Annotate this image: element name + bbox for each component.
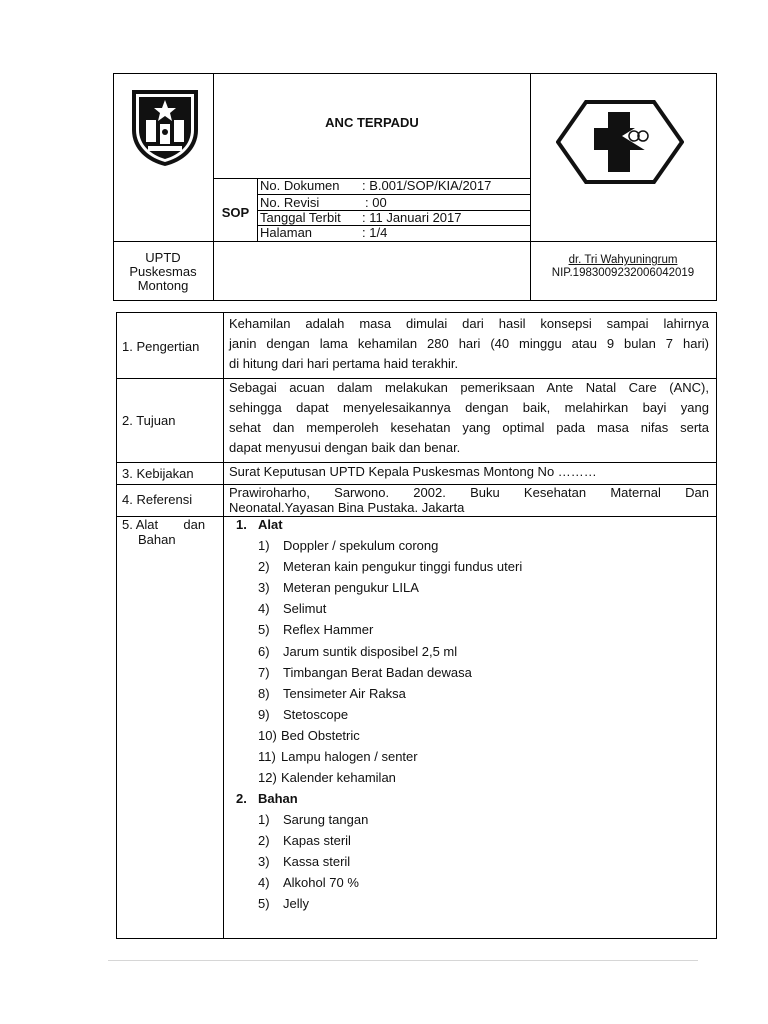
alat-item-number: 7) <box>258 664 270 680</box>
referensi-line: Prawiroharho, Sarwono. 2002. Buku Kesehatan Maternal Dan <box>229 485 709 500</box>
org-line-uptd: UPTD <box>145 250 181 265</box>
kebijakan-label: 3. Kebijakan <box>122 466 194 481</box>
doc-number-value: : B.001/SOP/KIA/2017 <box>362 178 492 193</box>
alat-item-text: Kalender kehamilan <box>281 770 396 786</box>
pengertian-line: di hitung dari hari pertama haid terakhir. <box>229 356 459 371</box>
page-bottom-divider <box>108 960 698 961</box>
regional-emblem-logo <box>124 86 206 168</box>
alat-heading-number: 1. <box>236 517 247 532</box>
bahan-item-text: Sarung tangan <box>283 812 369 827</box>
bahan-heading-number: 2. <box>236 791 247 806</box>
signer-name: dr. Tri Wahyuningrum <box>568 254 678 266</box>
alat-item-text: Tensimeter Air Raksa <box>283 685 406 701</box>
page-value: : 1/4 <box>362 225 388 240</box>
tujuan-line: sehingga dapat menyelesaikannya dengan baik, melahirkan bayi yang <box>229 400 709 415</box>
pengertian-label: 1. Pengertian <box>122 339 200 354</box>
alat-item-number: 2) <box>258 559 270 575</box>
bahan-item-number: 5) <box>258 896 270 911</box>
alat-item-number: 11) <box>258 749 276 764</box>
signer-nip: NIP.1983009232006042019 <box>551 267 695 279</box>
alat-item-number: 6) <box>258 643 270 659</box>
puskesmas-logo <box>556 100 684 184</box>
bahan-item-number: 2) <box>258 833 270 848</box>
alat-item-number: 1) <box>258 538 270 553</box>
alat-bahan-label <box>122 517 218 547</box>
tujuan-text <box>229 378 709 458</box>
sop-label: SOP <box>221 205 250 220</box>
alat-item-text: Meteran pengukur LILA <box>283 580 419 596</box>
tujuan-line: sehat dan memperoleh kesehatan yang optimal pada masa nifas serta <box>229 420 709 435</box>
alat-item-text: Selimut <box>283 601 327 617</box>
revision-value: : 00 <box>365 195 387 210</box>
bahan-item-text: Kapas steril <box>283 833 351 848</box>
alat-item-text: Meteran kain pengukur tinggi fundus uteri <box>283 559 523 575</box>
alat-item-text: Jarum suntik disposibel 2,5 ml <box>283 643 458 659</box>
bahan-item-text: Kassa steril <box>283 854 351 869</box>
kebijakan-text: Surat Keputusan UPTD Kepala Puskesmas Montong No ……… <box>229 464 597 479</box>
issue-date-value: : 11 Januari 2017 <box>362 210 462 225</box>
alat-item-number: 9) <box>258 706 270 722</box>
bahan-item-number: 4) <box>258 875 270 890</box>
referensi-text <box>229 485 709 515</box>
alat-heading: Alat <box>258 517 283 532</box>
bahan-item-number: 1) <box>258 812 270 827</box>
bahan-item-number: 3) <box>258 854 270 869</box>
org-line-puskesmas: Puskesmas <box>129 264 197 279</box>
pengertian-line: Kehamilan adalah masa dimulai dari hasil konsepsi sampai lahirnya <box>229 316 709 331</box>
referensi-label: 4. Referensi <box>122 492 193 507</box>
document-title: ANC TERPADU <box>325 115 419 130</box>
pengertian-text <box>229 314 709 374</box>
tujuan-line: Sebagai acuan dalam melakukan pemeriksaan Ante Natal Care (ANC), <box>229 380 709 395</box>
bahan-item-text: Jelly <box>283 896 310 911</box>
revision-label: No. Revisi <box>260 195 320 210</box>
alat-bahan-label-line1: 5. Alat dan <box>122 517 206 532</box>
alat-item-text: Lampu halogen / senter <box>281 749 418 764</box>
alat-bahan-label-line2: Bahan <box>138 532 176 547</box>
alat-item-number: 4) <box>258 601 270 617</box>
referensi-line: Neonatal.Yayasan Bina Pustaka. Jakarta <box>229 500 465 515</box>
alat-item-text: Timbangan Berat Badan dewasa <box>283 664 472 680</box>
bahan-item-text: Alkohol 70 % <box>283 875 359 890</box>
alat-item-text: Bed Obstetric <box>281 727 360 743</box>
alat-item-number: 12) <box>258 770 277 786</box>
bahan-heading: Bahan <box>258 791 298 806</box>
page-label: Halaman <box>260 225 313 240</box>
alat-item-text: Doppler / spekulum corong <box>283 538 439 553</box>
org-line-montong: Montong <box>137 278 189 293</box>
alat-item-number: 8) <box>258 685 270 701</box>
doc-number-label: No. Dokumen <box>260 178 340 193</box>
alat-item-text: Reflex Hammer <box>283 622 374 638</box>
pengertian-line: janin dengan lama kehamilan 280 hari (40 minggu atau 9 bulan 7 hari) <box>229 336 709 351</box>
tujuan-line: dapat menyusui dengan baik dan benar. <box>229 440 461 455</box>
alat-item-number: 3) <box>258 580 270 596</box>
alat-item-number: 5) <box>258 622 270 638</box>
alat-item-text: Stetoscope <box>283 706 349 722</box>
alat-item-number: 10) <box>258 727 277 743</box>
tujuan-label: 2. Tujuan <box>122 413 176 428</box>
issue-date-label: Tanggal Terbit <box>260 210 341 225</box>
